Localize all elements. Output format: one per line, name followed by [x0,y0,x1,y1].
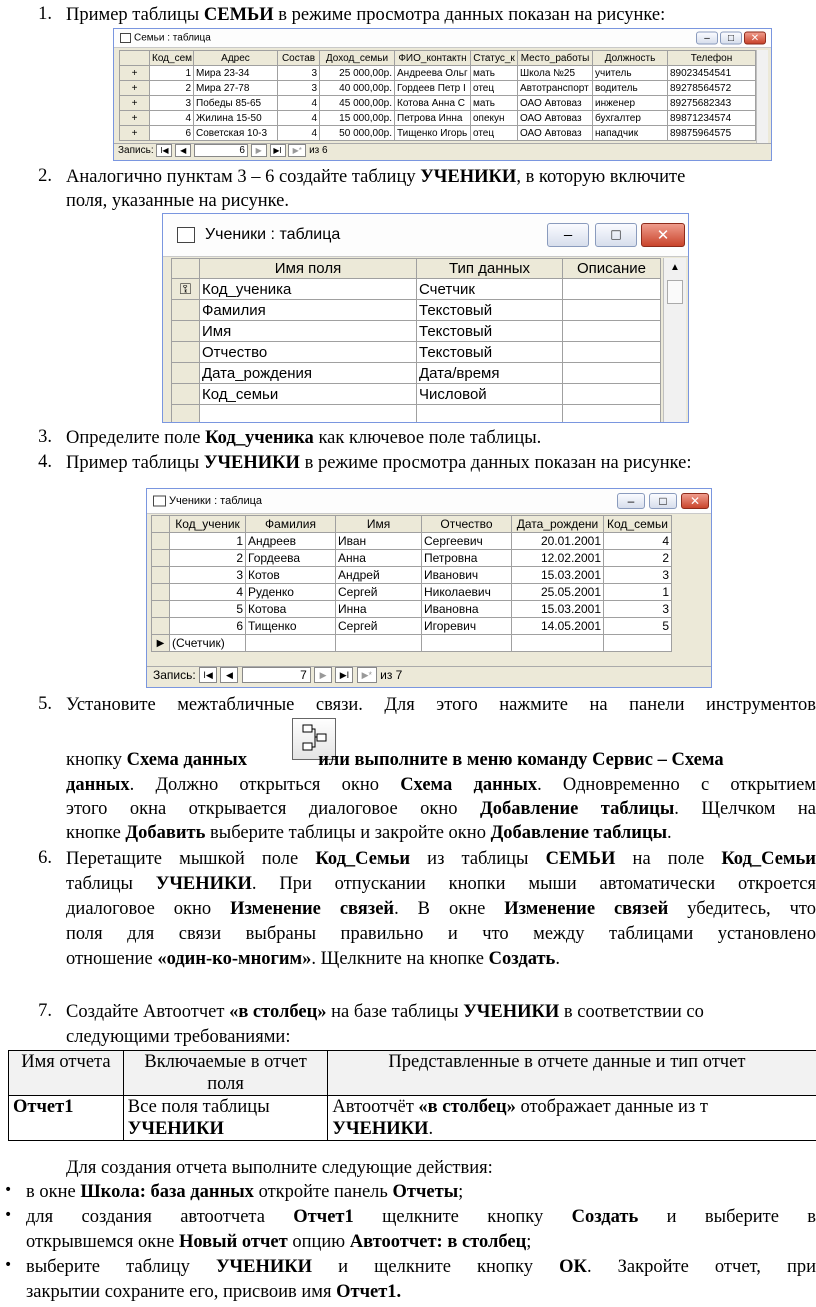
step-2-text-cont: поля, указанные на рисунке. [66,191,290,211]
table-row[interactable] [120,81,756,96]
step-number: 6. [38,848,52,868]
table-cell: мать [471,66,518,81]
report-fields-cell: Все поля таблицы УЧЕНИКИ [123,1096,328,1141]
table-cell[interactable]: 5 [604,618,672,635]
close-button[interactable]: ✕ [744,32,766,45]
table-cell[interactable]: Тищенко [246,618,336,635]
table-cell: 89275682343 [668,96,756,111]
table-row[interactable] [120,111,756,126]
step-number: 1. [38,4,52,24]
row-selector[interactable] [152,567,170,584]
table-cell: 1 [150,66,194,81]
column-header[interactable]: ФИО_контактн [395,51,471,66]
selector-header [172,259,200,279]
table-cell: 50 000,00р. [320,126,395,141]
table-cell: 40 000,00р. [320,81,395,96]
column-header[interactable]: Код_ученик [170,516,246,533]
table-row[interactable] [152,567,672,584]
table-cell[interactable]: Код_семьи [200,384,417,405]
table-cell[interactable]: 15.03.2001 [512,567,604,584]
column-header[interactable]: Статус_к [471,51,518,66]
primary-key-icon[interactable]: ⚿ [172,279,200,300]
scroll-up-arrow[interactable]: ▲ [670,262,680,273]
table-cell[interactable]: Ивановна [422,601,512,618]
table-row[interactable] [120,66,756,81]
table-cell[interactable] [563,405,661,424]
table-cell[interactable]: 5 [170,601,246,618]
new-record-row[interactable] [152,635,672,652]
step-5-text-cont: кнопку Схема данных или выполните в меню команду Сервис – Схема [66,750,724,770]
row-selector[interactable] [172,300,200,321]
table-cell: 4 [278,111,320,126]
step-number: 2. [38,166,52,186]
table-cell: опекун [471,111,518,126]
column-header[interactable]: Доход_семьи [320,51,395,66]
column-header[interactable]: Телефон [668,51,756,66]
table-cell[interactable]: 2 [170,550,246,567]
table-cell: мать [471,96,518,111]
table-cell[interactable]: Инна [336,601,422,618]
expand-toggle[interactable]: + [120,126,150,141]
table-cell: Советская 10-3 [194,126,278,141]
table-cell[interactable]: 3 [604,567,672,584]
record-navigator [114,143,771,160]
step-4-text: Пример таблицы УЧЕНИКИ в режиме просмотра данных показан на рисунке: [66,453,692,473]
table-cell[interactable]: Иванович [422,567,512,584]
table-cell[interactable]: Котова [246,601,336,618]
table-cell[interactable]: Анна [336,550,422,567]
table-cell[interactable]: 4 [604,533,672,550]
minimize-button[interactable]: – [617,493,645,509]
step-7-text: Создайте Автоотчет «в столбец» на базе таблицы УЧЕНИКИ в соответствии со [66,1002,704,1022]
table-cell[interactable]: Фамилия [200,300,417,321]
table-cell: Тищенко Игорь [395,126,471,141]
last-record-button[interactable]: ▶I [335,667,353,683]
table-cell[interactable]: 6 [170,618,246,635]
table-cell[interactable]: Сергей [336,584,422,601]
window-title: Ученики : таблица [205,226,341,243]
table-cell[interactable]: 3 [604,601,672,618]
row-selector[interactable] [172,342,200,363]
table-cell: ОАО Автоваз [518,111,593,126]
table-cell[interactable]: 15.03.2001 [512,601,604,618]
table-cell: 6 [150,126,194,141]
window-title: Семьи : таблица [134,32,211,44]
table-cell[interactable]: Текстовый [417,321,563,342]
table-cell[interactable]: Имя [200,321,417,342]
table-cell: инженер [593,96,668,111]
table-cell: Петрова Инна [395,111,471,126]
table-cell: Школа №25 [518,66,593,81]
table-cell[interactable]: Сергей [336,618,422,635]
table-cell: 4 [278,126,320,141]
table-cell[interactable] [563,300,661,321]
table-cell: ОАО Автоваз [518,126,593,141]
expand-toggle[interactable]: + [120,81,150,96]
column-header[interactable]: Состав [278,51,320,66]
table-row[interactable] [172,342,661,363]
table-cell[interactable]: Текстовый [417,342,563,363]
table-cell: Мира 27-78 [194,81,278,96]
table-icon [120,33,131,43]
step-3-text: Определите поле Код_ученика как ключевое поле таблицы. [66,428,542,448]
minimize-button[interactable]: – [696,32,718,45]
table-cell: 4 [150,111,194,126]
table-cell[interactable] [604,635,672,652]
report-description-cell: Автоотчёт «в столбец» отображает данные из т УЧЕНИКИ. [328,1096,816,1141]
table-cell[interactable] [417,405,563,424]
table-cell[interactable]: 1 [604,584,672,601]
table-row[interactable] [172,363,661,384]
first-record-button[interactable]: I◀ [199,667,217,683]
table-icon [177,227,195,243]
table-cell[interactable]: Котов [246,567,336,584]
column-header[interactable] [120,51,150,66]
step-1-text: Пример таблицы СЕМЬИ в режиме просмотра данных показан на рисунке: [66,5,666,25]
students-design-window [162,213,689,423]
row-selector[interactable] [172,363,200,384]
table-cell[interactable] [336,635,422,652]
table-row[interactable] [172,321,661,342]
table-cell: учитель [593,66,668,81]
record-number-input[interactable]: 6 [194,144,248,157]
table-cell[interactable] [512,635,604,652]
column-header[interactable]: Код_семьи [604,516,672,533]
table-cell: 45 000,00р. [320,96,395,111]
record-count: из 6 [309,145,328,156]
table-cell[interactable]: Петровна [422,550,512,567]
window-titlebar [147,489,711,514]
table-cell: Автотранспорт [518,81,593,96]
window-title: Ученики : таблица [169,495,263,507]
next-record-button[interactable]: ▶ [251,144,267,157]
window-titlebar [114,29,771,48]
table-cell: отец [471,81,518,96]
table-cell: 89875964575 [668,126,756,141]
step-6-text-cont: отношение «один-ко-многим». Щелкните на кнопке Создать. [66,949,560,969]
table-row[interactable] [120,96,756,111]
step-2-text: Аналогично пунктам 3 – 6 создайте таблицу УЧЕНИКИ, в которую включите [66,167,686,187]
table-cell[interactable]: Иван [336,533,422,550]
table-cell: 89023454541 [668,66,756,81]
table-cell: нападчик [593,126,668,141]
expand-toggle[interactable]: + [120,111,150,126]
table-cell[interactable] [422,635,512,652]
table-cell[interactable]: Код_ученика [200,279,417,300]
new-record-button[interactable]: ▶* [288,144,306,157]
row-selector[interactable] [152,533,170,550]
table-cell[interactable]: Игоревич [422,618,512,635]
vertical-scrollbar[interactable] [756,50,768,145]
table-cell: ОАО Автоваз [518,96,593,111]
table-cell: Мира 23-34 [194,66,278,81]
step-number: 7. [38,1001,52,1021]
table-row[interactable] [152,533,672,550]
table-cell: 3 [278,81,320,96]
table-row[interactable] [152,550,672,567]
table-cell: Котова Анна С [395,96,471,111]
table-cell[interactable]: 4 [170,584,246,601]
table-cell[interactable] [563,342,661,363]
record-label: Запись: [153,668,196,682]
step-7-text-cont: следующими требованиями: [66,1027,291,1047]
table-cell[interactable] [200,405,417,424]
table-cell[interactable]: Текстовый [417,300,563,321]
students-table-window [146,488,712,688]
instruction-bullet-1: в окне Школа: база данных откройте панель Отчеты; [26,1182,464,1202]
table-cell[interactable] [563,321,661,342]
table-cell[interactable]: Сергеевич [422,533,512,550]
column-header[interactable] [152,516,170,533]
minimize-button[interactable]: – [547,223,589,247]
column-header[interactable]: Адрес [194,51,278,66]
table-cell[interactable]: Гордеева [246,550,336,567]
table-cell: 2 [150,81,194,96]
column-header[interactable]: Должность [593,51,668,66]
step-5-text: Установите межтабличные связи. Для этого нажмите на панели инструментов [66,695,816,715]
column-header[interactable]: Фамилия [246,516,336,533]
instruction-bullet-3-cont: закрытии сохраните его, присвоив имя Отчет1. [26,1282,402,1302]
step-5-text-cont: кнопке Добавить выберите таблицы и закройте окно Добавление таблицы. [66,823,672,843]
row-selector[interactable] [152,584,170,601]
table-cell: 3 [278,66,320,81]
design-grid [171,258,661,423]
instruction-bullet-2: для создания автоотчета Отчет1 щелкните кнопку Создать и выберите в [26,1207,816,1227]
table-row[interactable] [152,601,672,618]
table-cell[interactable]: Дата/время [417,363,563,384]
record-navigator [147,666,711,687]
table-cell[interactable]: 2 [604,550,672,567]
header-report-name: Имя отчета [9,1051,124,1096]
table-cell: бухгалтер [593,111,668,126]
bullet-icon: • [4,1207,13,1223]
table-cell[interactable]: 12.02.2001 [512,550,604,567]
table-row[interactable] [152,618,672,635]
record-number-input[interactable]: 7 [242,667,311,683]
step-6-text-cont: таблицы УЧЕНИКИ. При отпускании кнопки мыши автоматически откроется [66,874,816,894]
table-row[interactable] [172,300,661,321]
maximize-button[interactable]: □ [649,493,677,509]
record-count: из 7 [380,668,403,682]
current-row-indicator: ▶ [152,635,170,652]
table-cell: 89871234574 [668,111,756,126]
column-header[interactable]: Место_работы [518,51,593,66]
report-name-cell: Отчет1 [9,1096,124,1141]
vertical-scrollbar[interactable] [663,258,686,423]
expand-toggle[interactable]: + [120,66,150,81]
table-cell: Андреева Ольг [395,66,471,81]
table-cell[interactable]: Дата_рождения [200,363,417,384]
record-label: Запись: [118,145,154,156]
table-cell[interactable]: Счетчик [417,279,563,300]
header-fields: Включаемые в отчет поля [123,1051,328,1096]
table-row[interactable] [120,126,756,141]
families-data-grid [119,50,756,141]
table-cell[interactable]: Руденко [246,584,336,601]
column-header[interactable]: Описание [563,259,661,279]
table-cell: 4 [278,96,320,111]
table-cell: Победы 85-65 [194,96,278,111]
families-table-window [113,28,772,161]
step-5-text-cont: этого окна открывается диалоговое окно Добавление таблицы. Щелчком на [66,799,816,819]
scroll-thumb[interactable] [667,280,683,304]
window-titlebar [163,214,688,257]
header-description: Представленные в отчете данные и тип отчет [328,1051,816,1096]
table-cell[interactable]: 25.05.2001 [512,584,604,601]
table-cell: 3 [150,96,194,111]
first-record-button[interactable]: I◀ [156,144,172,157]
table-cell[interactable]: 1 [170,533,246,550]
last-record-button[interactable]: ▶I [270,144,286,157]
prev-record-button[interactable]: ◀ [220,667,238,683]
table-cell[interactable] [246,635,336,652]
maximize-button[interactable]: □ [595,223,637,247]
table-cell[interactable]: Андрей [336,567,422,584]
column-header[interactable]: Дата_рождени [512,516,604,533]
students-data-grid [151,515,672,652]
table-row[interactable] [172,405,661,424]
bullet-icon: • [4,1257,13,1273]
table-cell: 25 000,00р. [320,66,395,81]
table-cell[interactable] [172,405,200,424]
step-number: 4. [38,452,52,472]
table-cell[interactable]: 3 [170,567,246,584]
column-header[interactable]: Отчество [422,516,512,533]
row-selector[interactable] [152,601,170,618]
step-6-text: Перетащите мышкой поле Код_Семьи из таблицы СЕМЬИ на поле Код_Семьи [66,849,816,869]
table-cell: 89278564572 [668,81,756,96]
column-header[interactable]: Имя поля [200,259,417,279]
column-header[interactable]: Тип данных [417,259,563,279]
instruction-bullet-2-cont: открывшемся окне Новый отчет опцию Автоотчет: в столбец; [26,1232,532,1252]
new-record-button[interactable]: ▶* [357,667,377,683]
step-6-text-cont: поля для связи выбраны правильно и что между таблицами установлено [66,924,816,944]
table-cell[interactable]: Николаевич [422,584,512,601]
table-cell: Гордеев Петр I [395,81,471,96]
instruction-bullet-3: выберите таблицу УЧЕНИКИ и щелкните кнопку ОК. Закройте отчет, при [26,1257,816,1277]
table-cell: 15 000,00р. [320,111,395,126]
table-row[interactable] [172,384,661,405]
step-5-text-cont: данных. Должно открыться окно Схема данных. Одновременно с открытием [66,775,816,795]
step-number: 3. [38,427,52,447]
table-cell: Жилина 15-50 [194,111,278,126]
table-cell[interactable]: 14.05.2001 [512,618,604,635]
table-row[interactable] [152,584,672,601]
table-cell: отец [471,126,518,141]
step-6-text-cont: диалоговое окно Изменение связей. В окне Изменение связей убедитесь, что [66,899,816,919]
report-requirements-table [8,1050,816,1141]
prev-record-button[interactable]: ◀ [175,144,191,157]
row-selector[interactable] [152,618,170,635]
step-number: 5. [38,694,52,714]
table-cell[interactable]: 20.01.2001 [512,533,604,550]
column-header[interactable]: Имя [336,516,422,533]
table-cell: водитель [593,81,668,96]
autonumber-placeholder[interactable]: (Счетчик) [170,635,246,652]
table-cell[interactable] [563,384,661,405]
close-button[interactable]: ✕ [641,223,685,247]
row-selector[interactable] [172,321,200,342]
table-cell[interactable]: Числовой [417,384,563,405]
table-cell[interactable]: Отчество [200,342,417,363]
row-selector[interactable] [172,384,200,405]
column-header[interactable]: Код_сем [150,51,194,66]
table-row[interactable] [172,279,661,300]
row-selector[interactable] [152,550,170,567]
next-record-button[interactable]: ▶ [314,667,332,683]
maximize-button[interactable]: □ [720,32,742,45]
bullet-icon: • [4,1182,13,1198]
instructions-intro: Для создания отчета выполните следующие действия: [66,1158,493,1178]
table-cell[interactable] [563,363,661,384]
close-button[interactable]: ✕ [681,493,709,509]
table-cell[interactable]: Андреев [246,533,336,550]
expand-toggle[interactable]: + [120,96,150,111]
table-cell[interactable] [563,279,661,300]
table-icon [153,496,166,507]
